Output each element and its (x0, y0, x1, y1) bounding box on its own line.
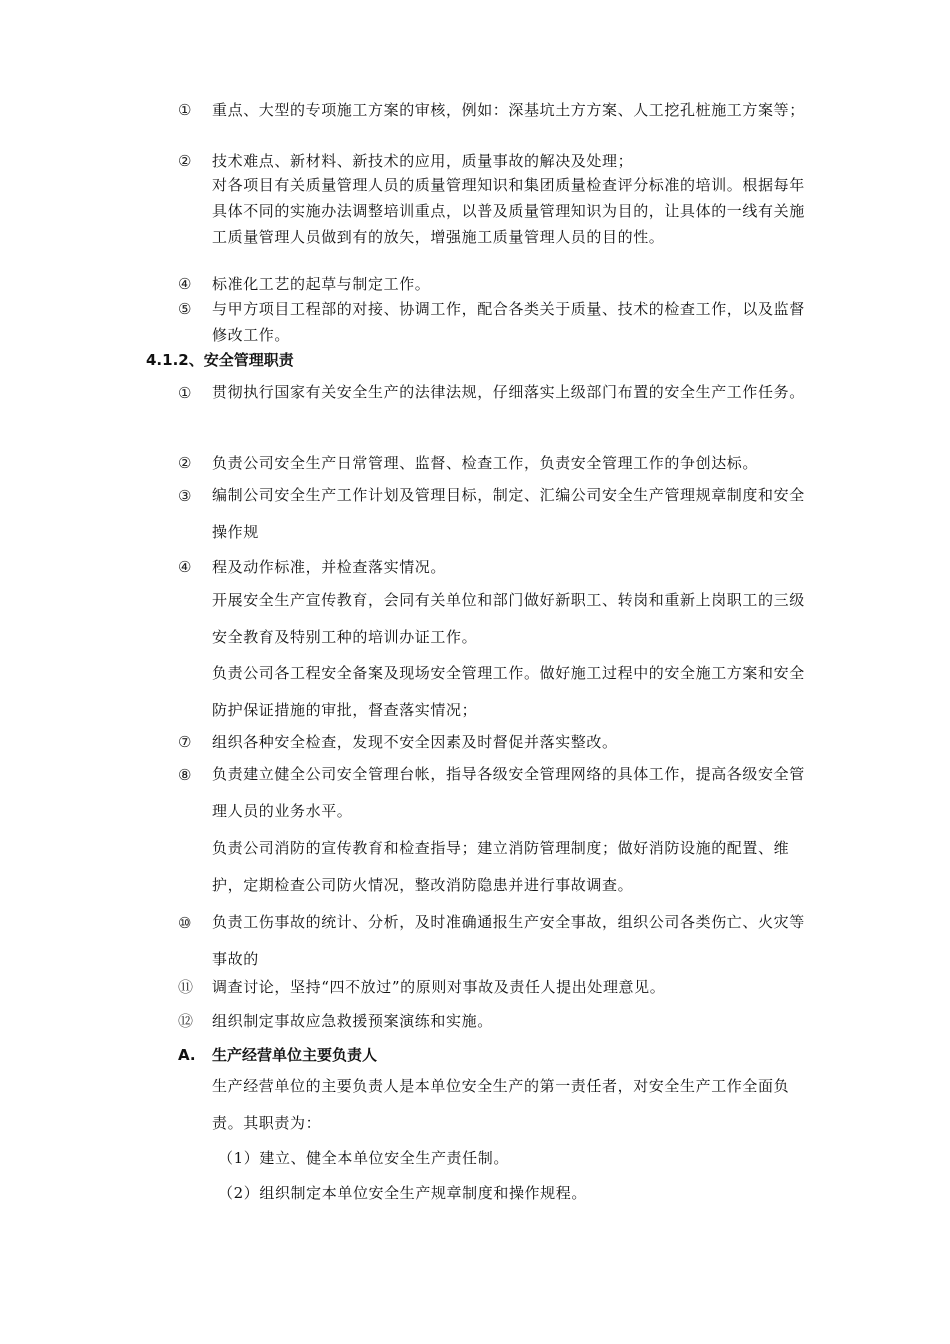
item-text: 负责公司消防的宣传教育和检查指导；建立消防管理制度；做好消防设施的配置、维护，定期检查公司防火情况，整改消防隐患并进行事故调查。 (212, 839, 790, 894)
item-text: 调查讨论，坚持“四不放过”的原则对事故及责任人提出处理意见。 (212, 978, 666, 996)
item-text: 与甲方项目工程部的对接、协调工作，配合各类关于质量、技术的检查工作，以及监督修改工作。 (212, 300, 805, 344)
item-text: 组织制定事故应急救援预案演练和实施。 (212, 1012, 493, 1030)
item-number: ④ (178, 558, 192, 576)
item-number: ③ (178, 487, 192, 505)
item-text: 重点、大型的专项施工方案的审核，例如：深基坑土方方案、人工挖孔桩施工方案等； (212, 101, 805, 119)
item-number: ⑧ (178, 766, 192, 784)
item-text: 负责工伤事故的统计、分析，及时准确通报生产安全事故，组织公司各类伤亡、火灾等事故的 (212, 913, 805, 968)
duty-item: （2）组织制定本单位安全生产规章制度和操作规程。 (218, 1184, 587, 1202)
item-text: 负责公司安全生产日常管理、监督、检查工作，负责安全管理工作的争创达标。 (212, 454, 759, 472)
subsection-number: A. (178, 1046, 196, 1064)
item-number: ⑦ (178, 733, 192, 751)
item-text: 负责建立健全公司安全管理台帐，指导各级安全管理网络的具体工作，提高各级安全管理人员的业务水平。 (212, 765, 805, 820)
item-text: 编制公司安全生产工作计划及管理目标，制定、汇编公司安全生产管理规章制度和安全操作规 (212, 486, 805, 541)
subsection-paragraph: 生产经营单位的主要负责人是本单位安全生产的第一责任者，对安全生产工作全面负责。其职责为： (212, 1077, 790, 1132)
item-text: 技术难点、新材料、新技术的应用，质量事故的解决及处理； (212, 152, 634, 170)
item-number: ⑫ (178, 1012, 194, 1030)
item-number: ② (178, 152, 192, 170)
item-text: 负责公司各工程安全备案及现场安全管理工作。做好施工过程中的安全施工方案和安全防护保证措施的审批，督查落实情况； (212, 664, 805, 719)
item-text: 贯彻执行国家有关安全生产的法律法规，仔细落实上级部门布置的安全生产工作任务。 (212, 383, 805, 401)
item-number: ⑩ (178, 914, 192, 932)
item-number: ⑪ (178, 978, 194, 996)
item-number: ① (178, 384, 192, 402)
item-text: 对各项目有关质量管理人员的质量管理知识和集团质量检查评分标准的培训。根据每年具体不同的实施办法调整培训重点，以普及质量管理知识为目的，让具体的一线有关施工质量管理人员做到有的放矢，增强施工质量管理人员的目的性。 (212, 176, 805, 246)
item-number: ④ (178, 275, 192, 293)
item-text: 开展安全生产宣传教育，会同有关单位和部门做好新职工、转岗和重新上岗职工的三级安全教育及特别工种的培训办证工作。 (212, 591, 805, 646)
item-text: 标准化工艺的起草与制定工作。 (212, 275, 431, 293)
subsection-title: 生产经营单位主要负责人 (212, 1046, 378, 1064)
item-text: 组织各种安全检查，发现不安全因素及时督促并落实整改。 (212, 733, 618, 751)
item-number: ⑤ (178, 300, 192, 318)
duty-item: （1）建立、健全本单位安全生产责任制。 (218, 1149, 509, 1167)
item-number: ① (178, 101, 192, 119)
section-heading: 4.1.2、安全管理职责 (146, 351, 294, 369)
item-number: ② (178, 454, 192, 472)
item-text: 程及动作标准，并检查落实情况。 (212, 558, 447, 576)
